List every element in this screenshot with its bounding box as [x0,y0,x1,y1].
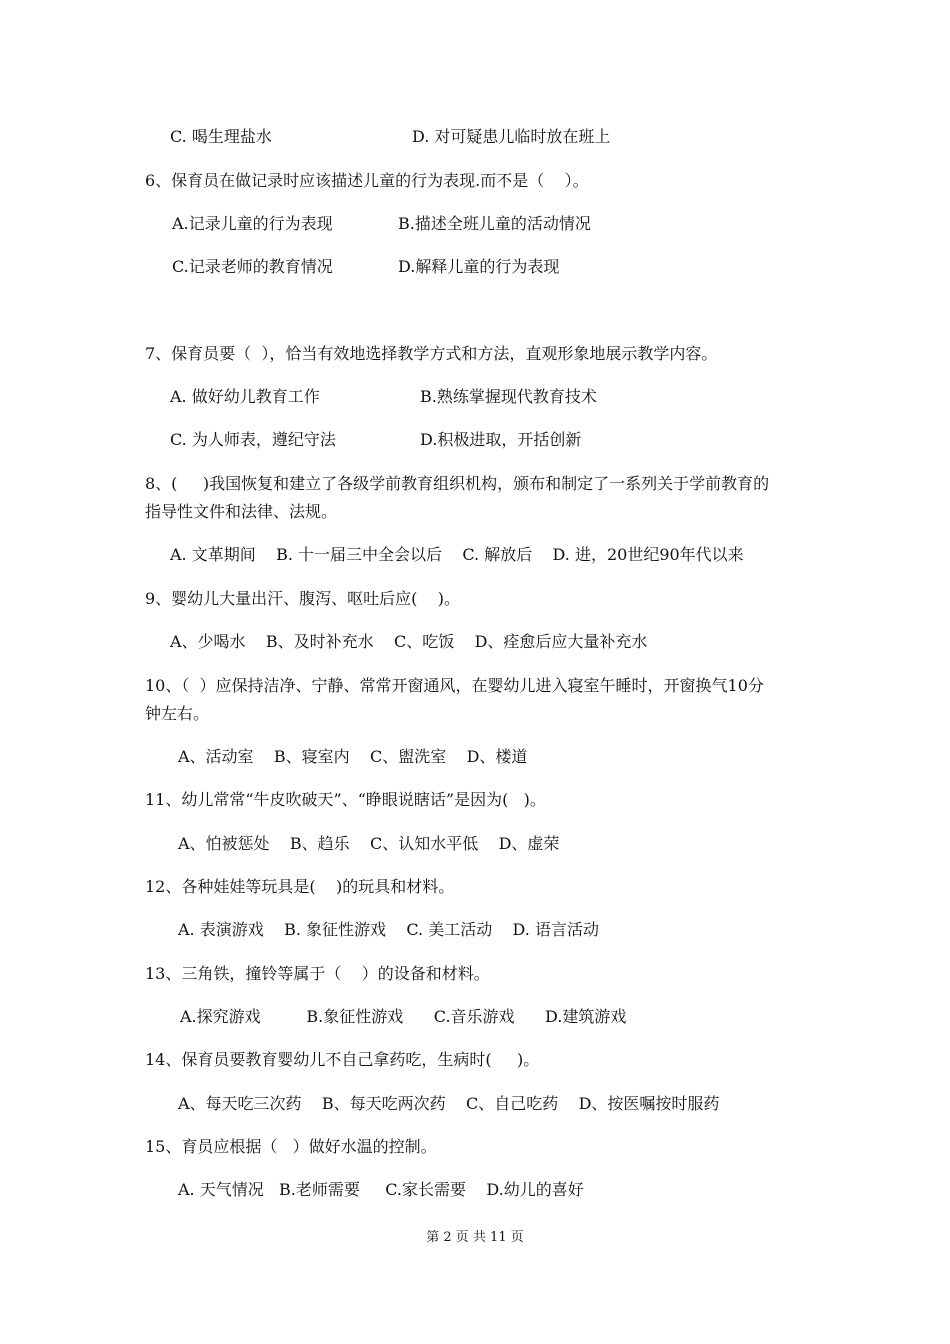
option-14: A、每天吃三次药 B、每天吃两次药 C、自己吃药 D、按医嘱按时服药 [178,1094,720,1113]
question-6: 6、保育员在做记录时应该描述儿童的行为表现.而不是（ ）。 [145,171,589,190]
question-11: 11、幼儿常常“牛皮吹破天”、“睁眼说瞎话”是因为( )。 [145,790,546,809]
question-10: 10、（ ）应保持洁净、宁静、常常开窗通风，在婴幼儿进入寝室午睡时，开窗换气10分 [145,676,764,695]
option-6a: A.记录儿童的行为表现 [172,214,333,233]
question-13: 13、三角铁，撞铃等属于（ ）的设备和材料。 [145,964,490,983]
option-9: A、少喝水 B、及时补充水 C、吃饭 D、痊愈后应大量补充水 [170,632,648,651]
option-10: A、活动室 B、寝室内 C、盥洗室 D、楼道 [178,747,528,766]
question-10-cont: 钟左右。 [145,704,210,723]
option-12: A. 表演游戏 B. 象征性游戏 C. 美工活动 D. 语言活动 [178,920,599,939]
option-6c: C.记录老师的教育情况 [172,257,333,276]
option-8: A. 文革期间 B. 十一届三中全会以后 C. 解放后 D. 进，20世纪90年代以来 [170,545,744,564]
question-8-cont: 指导性文件和法律、法规。 [145,502,338,521]
option-5c: C. 喝生理盐水 [170,127,272,146]
option-6b: B.描述全班儿童的活动情况 [398,214,591,233]
option-7a: A. 做好幼儿教育工作 [170,387,320,406]
page-footer: 第 2 页 共 11 页 [426,1230,524,1245]
option-13: A.探究游戏 B.象征性游戏 C.音乐游戏 D.建筑游戏 [180,1007,627,1026]
option-6d: D.解释儿童的行为表现 [398,257,560,276]
question-14: 14、保育员要教育婴幼儿不自己拿药吃，生病时( )。 [145,1050,540,1069]
option-7b: B.熟练掌握现代教育技术 [420,387,597,406]
question-7: 7、保育员要（ ），恰当有效地选择教学方式和方法，直观形象地展示教学内容。 [145,344,718,363]
question-12: 12、各种娃娃等玩具是( )的玩具和材料。 [145,877,455,896]
option-11: A、怕被惩处 B、趋乐 C、认知水平低 D、虚荣 [178,834,560,853]
option-7d: D.积极进取，开括创新 [420,430,582,449]
question-8: 8、( )我国恢复和建立了各级学前教育组织机构，颁布和制定了一系列关于学前教育的 [145,474,770,493]
question-15: 15、育员应根据（ ）做好水温的控制。 [145,1137,437,1156]
question-9: 9、婴幼儿大量出汗、腹泻、呕吐后应( )。 [145,589,461,608]
option-5d: D. 对可疑患儿临时放在班上 [412,127,611,146]
option-7c: C. 为人师表，遵纪守法 [170,430,336,449]
option-15: A. 天气情况 B.老师需要 C.家长需要 D.幼儿的喜好 [178,1180,584,1199]
